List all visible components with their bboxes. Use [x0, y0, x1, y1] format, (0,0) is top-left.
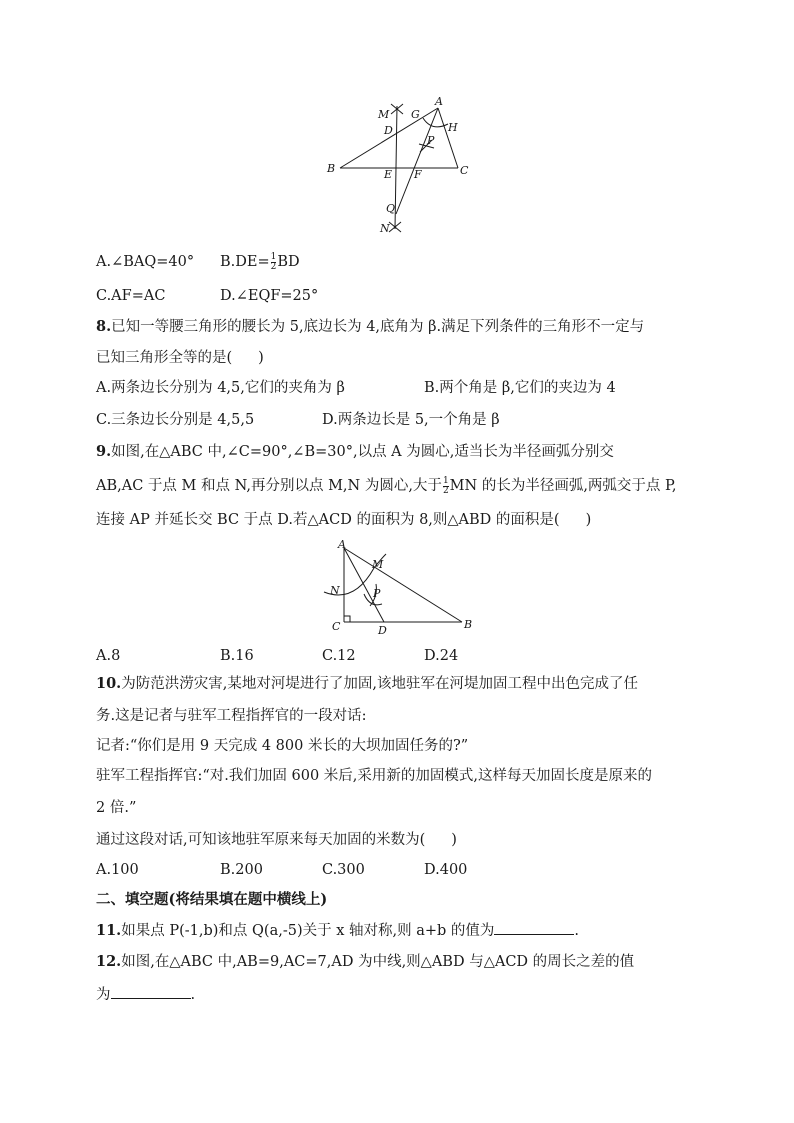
q8-option-d: D.两条边长是 5,一个角是 β: [322, 412, 500, 428]
label-n: N: [330, 584, 340, 597]
label-p: P: [427, 134, 435, 147]
q7-option-a: A.∠BAQ=40°: [96, 254, 195, 270]
label-b: B: [327, 162, 336, 175]
label-c: C: [332, 620, 341, 633]
section-heading: 二、填空题(将结果填在题中横线上): [96, 891, 328, 908]
figure-q7: [320, 96, 480, 240]
q12-stem-line1: 12.如图,在△ABC 中,AB=9,AC=7,AD 为中线,则△ABD 与△ACD 的周长之差的值: [96, 953, 635, 970]
fraction-half: $\frac{1}{2}$: [442, 475, 449, 496]
answer-blank[interactable]: [494, 920, 574, 935]
line-aq: [396, 108, 438, 214]
label-m: M: [378, 108, 390, 121]
q9-option-d: D.24: [424, 648, 459, 664]
label-b: B: [464, 618, 473, 631]
q10-stem-line2: 务.这是记者与驻军工程指挥官的一段对话:: [96, 708, 367, 724]
q12-stem-line2: 为 .: [96, 984, 195, 1005]
q7-option-b: B.DE= $\frac{1}{2}$ BD: [220, 251, 300, 272]
q10-option-c: C.300: [322, 862, 365, 878]
label-a: A: [338, 538, 346, 551]
q9-option-c: C.12: [322, 648, 356, 664]
q10-stem-line1: 10.为防范洪涝灾害,某地对河堤进行了加固,该地驻军在河堤加固工程中出色完成了任: [96, 675, 638, 692]
segment-ac: [438, 108, 458, 168]
label-g: G: [411, 108, 420, 121]
label-d: D: [378, 624, 387, 637]
q8-option-a: A.两条边长分别为 4,5,它们的夹角为 β: [96, 380, 345, 396]
answer-blank[interactable]: [111, 984, 191, 999]
q8-stem-line1: 8.已知一等腰三角形的腰长为 5,底边长为 4,底角为 β.满足下列条件的三角形不一定与: [96, 318, 645, 335]
label-e: E: [384, 168, 393, 181]
q9-stem-line1: 9.如图,在△ABC 中,∠C=90°,∠B=30°,以点 A 为圆心,适当长为半径画弧分别交: [96, 443, 614, 460]
q10-stem-line5: 2 倍.”: [96, 800, 137, 816]
label-p: P: [373, 587, 381, 600]
fraction-half: $\frac{1}{2}$: [270, 251, 277, 272]
label-n: N: [380, 222, 390, 235]
q10-stem-line3: 记者:“你们是用 9 天完成 4 800 米长的大坝加固任务的?”: [96, 738, 469, 754]
q7-option-c: C.AF=AC: [96, 288, 166, 304]
q9-stem-line3: 连接 AP 并延长交 BC 于点 D.若△ACD 的面积为 8,则△ABD 的面积是( ): [96, 512, 592, 528]
arc-gh: [423, 118, 448, 127]
label-f: F: [414, 168, 422, 181]
label-q: Q: [386, 202, 396, 215]
q10-stem-line6: 通过这段对话,可知该地驻军原来每天加固的米数为( ): [96, 832, 457, 848]
q9-option-a: A.8: [96, 648, 121, 664]
q9-stem-line2: AB,AC 于点 M 和点 N,再分别以点 M,N 为圆心,大于 $\frac{1}{2}$ MN 的长为半径画弧,两弧交于点 P,: [96, 475, 677, 496]
q10-option-d: D.400: [424, 862, 468, 878]
q9-option-b: B.16: [220, 648, 254, 664]
label-h: H: [448, 121, 458, 134]
q10-stem-line4: 驻军工程指挥官:“对.我们加固 600 米后,采用新的加固模式,这样每天加固长度是原来的: [96, 768, 653, 784]
label-m: M: [372, 558, 384, 571]
q8-option-b: B.两个角是 β,它们的夹边为 4: [424, 380, 616, 396]
q8-option-c: C.三条边长分别是 4,5,5: [96, 412, 255, 428]
label-c: C: [460, 164, 469, 177]
q8-stem-line2: 已知三角形全等的是( ): [96, 350, 264, 366]
right-angle-mark: [344, 616, 350, 622]
figure-q9: [320, 538, 480, 638]
q10-option-b: B.200: [220, 862, 263, 878]
q7-option-d: D.∠EQF=25°: [220, 288, 319, 304]
q11-stem: 11.如果点 P(-1,b)和点 Q(a,-5)关于 x 轴对称,则 a+b 的值为 .: [96, 922, 580, 939]
q10-option-a: A.100: [96, 862, 139, 878]
label-a: A: [435, 96, 443, 108]
label-d: D: [384, 124, 393, 137]
